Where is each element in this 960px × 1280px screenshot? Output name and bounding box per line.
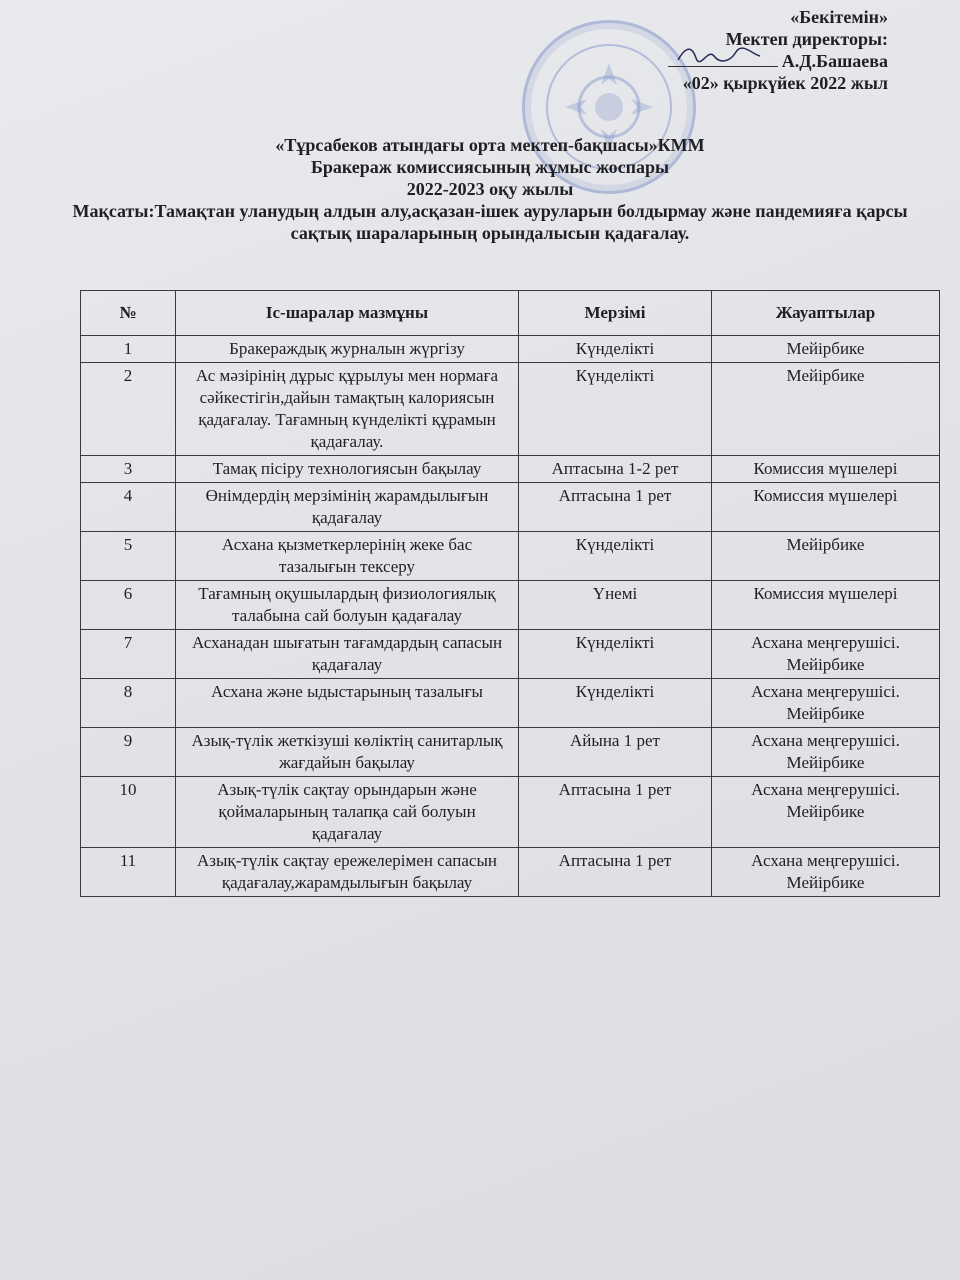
plan-table [80,290,940,897]
row-number: 8 [81,679,176,728]
row-responsible: Мейірбике [712,532,940,581]
row-term: Аптасына 1 рет [519,848,712,897]
row-content: Тағамның оқушылардың физиологиялық талабына сай болуын қадағалау [176,581,519,630]
approval-title: «Бекітемін» [790,7,888,27]
row-number: 5 [81,532,176,581]
document-header [40,134,940,244]
row-term: Айына 1 рет [519,728,712,777]
signature-icon [668,50,778,67]
table-row [81,679,940,728]
table-row [81,336,940,363]
table-row [81,456,940,483]
row-term: Күнделікті [519,679,712,728]
row-responsible: Асхана меңгерушісі. Мейірбике [712,630,940,679]
row-number: 1 [81,336,176,363]
row-term: Күнделікті [519,363,712,456]
column-header-term: Мерзімі [519,291,712,336]
row-responsible: Асхана меңгерушісі. Мейірбике [712,848,940,897]
row-responsible: Асхана меңгерушісі. Мейірбике [712,679,940,728]
academic-year: 2022-2023 оқу жылы [406,179,574,199]
row-responsible: Асхана меңгерушісі. Мейірбике [712,728,940,777]
row-content: Асхана қызметкерлерінің жеке бас тазалығын тексеру [176,532,519,581]
row-responsible: Мейірбике [712,363,940,456]
table-row [81,848,940,897]
table-row [81,777,940,848]
row-term: Аптасына 1-2 рет [519,456,712,483]
table-header-row [81,291,940,336]
approval-block [668,6,888,94]
row-number: 6 [81,581,176,630]
row-number: 4 [81,483,176,532]
row-content: Асхана және ыдыстарының тазалығы [176,679,519,728]
column-header-number: № [81,291,176,336]
approval-signature-row [668,50,888,72]
row-number: 11 [81,848,176,897]
table-row [81,483,940,532]
row-term: Күнделікті [519,336,712,363]
row-responsible: Комиссия мүшелері [712,581,940,630]
column-header-content: Іс-шаралар мазмұны [176,291,519,336]
table-row [81,728,940,777]
row-content: Азық-түлік сақтау ережелерімен сапасын қадағалау,жарамдылығын бақылау [176,848,519,897]
row-term: Үнемі [519,581,712,630]
row-responsible: Асхана меңгерушісі. Мейірбике [712,777,940,848]
approval-date: «02» қыркүйек 2022 жыл [682,73,888,93]
row-number: 3 [81,456,176,483]
row-responsible: Комиссия мүшелері [712,456,940,483]
plan-title: Бракераж комиссиясының жұмыс жоспары [310,157,670,177]
column-header-responsible: Жауаптылар [712,291,940,336]
table-row [81,630,940,679]
row-content: Тамақ пісіру технологиясын бақылау [176,456,519,483]
row-number: 10 [81,777,176,848]
row-content: Азық-түлік сақтау орындарын және қоймаларының талапқа сай болуын қадағалау [176,777,519,848]
row-term: Аптасына 1 рет [519,483,712,532]
table-row [81,363,940,456]
organization-name: «Тұрсабеков атындағы орта мектеп-бақшасы»КММ [275,135,705,155]
row-term: Күнделікті [519,532,712,581]
row-content: Азық-түлік жеткізуші көліктің санитарлық жағдайын бақылау [176,728,519,777]
table-row [81,581,940,630]
row-content: Бракераждық журналын жүргізу [176,336,519,363]
row-content: Асханадан шығатын тағамдардың сапасын қадағалау [176,630,519,679]
director-name: А.Д.Башаева [781,51,888,71]
row-responsible: Мейірбике [712,336,940,363]
row-term: Аптасына 1 рет [519,777,712,848]
approval-position: Мектеп директоры: [725,29,888,49]
row-number: 2 [81,363,176,456]
row-term: Күнделікті [519,630,712,679]
row-responsible: Комиссия мүшелері [712,483,940,532]
row-content: Ас мәзірінің дұрыс құрылуы мен нормаға сәйкестігін,дайын тамақтың калориясын қадағалау. Тағамның күнделікті құрамын қадағалау. [176,363,519,456]
row-number: 9 [81,728,176,777]
row-content: Өнімдердің мерзімінің жарамдылығын қадағалау [176,483,519,532]
table-row [81,532,940,581]
row-number: 7 [81,630,176,679]
plan-goal: Мақсаты:Тамақтан уланудың алдын алу,асқазан-ішек ауруларын болдырмау және пандемияға қарсы сақтық шараларының орындалысын қадағалау. [72,201,908,243]
